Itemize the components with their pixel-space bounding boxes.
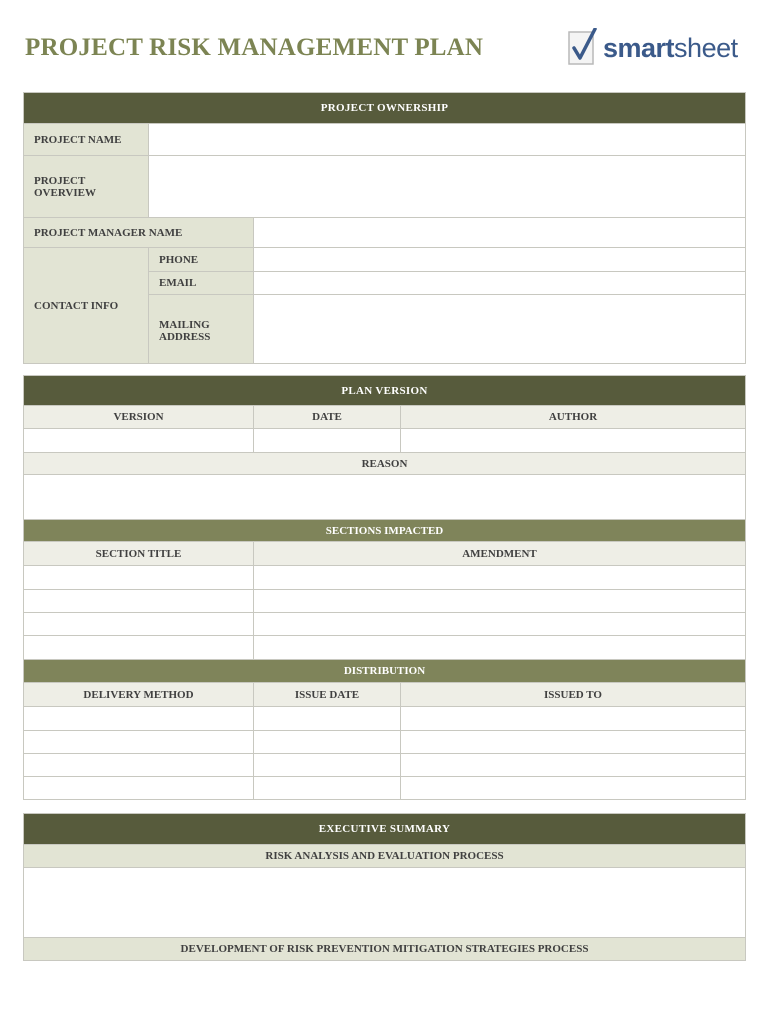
version-column-header: VERSION (24, 406, 254, 429)
email-label: EMAIL (149, 272, 254, 295)
page-title: PROJECT RISK MANAGEMENT PLAN (25, 34, 484, 61)
phone-label: PHONE (149, 248, 254, 272)
section-title-cell[interactable] (24, 566, 254, 590)
risk-analysis-field[interactable] (24, 868, 746, 938)
delivery-method-cell[interactable] (24, 731, 254, 754)
project-ownership-table (23, 92, 746, 364)
issued-to-cell[interactable] (401, 731, 746, 754)
delivery-method-cell[interactable] (24, 754, 254, 777)
version-field[interactable] (24, 429, 254, 453)
project-name-label: PROJECT NAME (24, 124, 149, 156)
date-column-header: DATE (254, 406, 401, 429)
issued-to-cell[interactable] (401, 754, 746, 777)
sections-row (24, 566, 746, 590)
sections-impacted-header: SECTIONS IMPACTED (24, 520, 746, 542)
executive-summary-table (23, 813, 746, 961)
email-field[interactable] (254, 272, 746, 295)
mailing-address-field[interactable] (254, 295, 746, 364)
delivery-method-column-header: DELIVERY METHOD (24, 683, 254, 707)
delivery-method-cell[interactable] (24, 777, 254, 800)
issued-to-column-header: ISSUED TO (401, 683, 746, 707)
date-field[interactable] (254, 429, 401, 453)
development-strategies-label: DEVELOPMENT OF RISK PREVENTION MITIGATION STRATEGIES PROCESS (24, 938, 746, 961)
distribution-row (24, 777, 746, 800)
distribution-header: DISTRIBUTION (24, 660, 746, 683)
mailing-address-label: MAILING ADDRESS (149, 295, 254, 364)
executive-summary-header: EXECUTIVE SUMMARY (24, 814, 746, 845)
issue-date-cell[interactable] (254, 754, 401, 777)
amendment-cell[interactable] (254, 566, 746, 590)
author-field[interactable] (401, 429, 746, 453)
sections-row (24, 613, 746, 636)
risk-analysis-label: RISK ANALYSIS AND EVALUATION PROCESS (24, 845, 746, 868)
issue-date-column-header: ISSUE DATE (254, 683, 401, 707)
reason-field[interactable] (24, 475, 746, 520)
smartsheet-logo-icon (566, 28, 600, 68)
issued-to-cell[interactable] (401, 707, 746, 731)
issue-date-cell[interactable] (254, 731, 401, 754)
smartsheet-logo-text: smartsheet (603, 32, 738, 63)
plan-version-header: PLAN VERSION (24, 376, 746, 406)
distribution-row (24, 707, 746, 731)
section-title-cell[interactable] (24, 636, 254, 660)
issue-date-cell[interactable] (254, 777, 401, 800)
phone-field[interactable] (254, 248, 746, 272)
amendment-cell[interactable] (254, 590, 746, 613)
distribution-row (24, 754, 746, 777)
project-overview-label: PROJECT OVERVIEW (24, 156, 149, 218)
sections-row (24, 590, 746, 613)
project-manager-name-field[interactable] (254, 218, 746, 248)
issue-date-cell[interactable] (254, 707, 401, 731)
section-title-cell[interactable] (24, 590, 254, 613)
delivery-method-cell[interactable] (24, 707, 254, 731)
project-ownership-header: PROJECT OWNERSHIP (24, 93, 746, 124)
amendment-column-header: AMENDMENT (254, 542, 746, 566)
project-overview-field[interactable] (149, 156, 746, 218)
distribution-row (24, 731, 746, 754)
project-manager-name-label: PROJECT MANAGER NAME (24, 218, 254, 248)
section-title-column-header: SECTION TITLE (24, 542, 254, 566)
plan-version-table (23, 375, 746, 800)
amendment-cell[interactable] (254, 613, 746, 636)
author-column-header: AUTHOR (401, 406, 746, 429)
smartsheet-logo (566, 26, 741, 70)
project-ownership-header-row (24, 93, 746, 124)
project-name-field[interactable] (149, 124, 746, 156)
issued-to-cell[interactable] (401, 777, 746, 800)
section-title-cell[interactable] (24, 613, 254, 636)
amendment-cell[interactable] (254, 636, 746, 660)
sections-row (24, 636, 746, 660)
reason-label: REASON (24, 453, 746, 475)
contact-info-label: CONTACT INFO (24, 248, 149, 364)
